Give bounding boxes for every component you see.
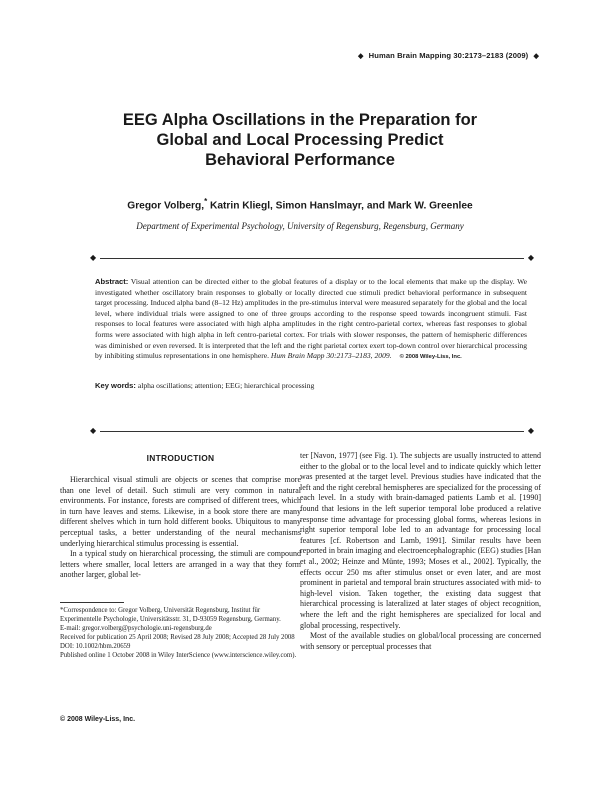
- diamond-icon: ◆: [527, 253, 534, 262]
- diamond-icon: ◆: [357, 53, 364, 60]
- divider: [100, 258, 524, 259]
- footnote: *Correspondence to: Gregor Volberg, Universität Regensburg, Institut für Experimentelle Psychologie, Universitätsstr. 31, D-93059 Regensburg, Germany.: [60, 607, 281, 623]
- first-author: Gregor Volberg,: [127, 200, 205, 212]
- correspondence-mark: *: [204, 197, 208, 206]
- keywords-text: alpha oscillations; attention; EEG; hierarchical processing: [135, 381, 315, 390]
- footnotes: [60, 602, 301, 660]
- section-heading: INTRODUCTION: [146, 453, 215, 463]
- divider: [100, 431, 524, 432]
- footnote-divider: [60, 602, 124, 603]
- abstract-copyright: © 2008 Wiley-Liss, Inc.: [399, 354, 462, 361]
- other-authors: Katrin Kliegl, Simon Hanslmayr, and Mark W. Greenlee: [207, 200, 473, 212]
- affiliation: Department of Experimental Psychology, University of Regensburg, Regensburg, Germany: [136, 221, 464, 231]
- title-line: Behavioral Performance: [205, 151, 395, 169]
- top-rule: [90, 255, 534, 263]
- keywords-label: Key words:: [95, 381, 136, 390]
- paragraph: In a typical study on hierarchical processing, the stimuli are compound letters where smaller, local letters are arranged in a way that they form another larger, global let-: [60, 549, 301, 580]
- abstract-citation: Hum Brain Mapp 30:2173–2183, 2009.: [270, 351, 392, 361]
- diamond-icon: ◆: [90, 426, 97, 435]
- right-column: [300, 451, 541, 652]
- paragraph: ter [Navon, 1977] (see Fig. 1). The subjects are usually instructed to attend either to the global or to the local level and to indicate quickly which letter was presented at the target level. Previous studies have indicated that the left and the right cerebral hemispheres are specialized for the processing of each level. In a study with brain-damaged patients Lamb et al. [1990] found that lesions in the left superior temporal lobe produced a relative response time advantage for processing global forms, whereas lesions in right superior temporal lobe led to an advantage for processing local features [cf. Robertson and Lamb, 1991]. Similar results have been reported in brain imaging and electroencephalographic (EEG) studies [Han et al., 2002; Heinze and Münte, 1993; Moses et al., 2002]. Typically, the effects occur 250 ms after stimulus onset or even later, and are most prominent in parietal and temporal brain structures associated with mid- to high-level vision. Taken together, the existing data suggest that hierarchical processing is lateralized at later stages of object recognition, where the left and the right hemispheres are specialized for local and global processing, respectively.: [300, 451, 541, 630]
- diamond-icon: ◆: [533, 53, 539, 60]
- keywords: [95, 381, 527, 390]
- footnote: E-mail: gregor.volberg@psychologie.uni-regensburg.de: [60, 624, 212, 632]
- footer-copyright: © 2008 Wiley-Liss, Inc.: [60, 716, 136, 723]
- abstract-label: Abstract:: [95, 277, 129, 286]
- left-column: [60, 475, 301, 581]
- abstract-text: Visual attention can be directed either to the global features of a display or to the local elements that make up the display. We investigated whether oscillatory brain responses to globally or locally directed cue stimuli predict behavioral performance in subsequent target processing. Induced alpha band (8–12 Hz) amplitudes in the pre-stimulus interval were measured separately for the global and the local level, where individual trials were assigned to one of three groups according to the response speed towards incongruent stimuli. Fast responses to local features were associated with high alpha amplitudes in the right centro-parietal cortex, whereas fast responses to global forms were associated with high alpha in left centro-parietal cortex. For trials with slower responses, the pattern of hemispheric differences was diminished or even reversed. It is interpreted that the left and the right parietal cortex exert top-down control over hierarchical processing by inhibiting stimulus representations in one hemisphere.: [95, 277, 527, 361]
- author-list: [60, 197, 540, 211]
- footnote: Received for publication 25 April 2008; Revised 28 July 2008; Accepted 28 July 2008: [60, 633, 295, 641]
- footnote: DOI: 10.1002/hbm.20659: [60, 642, 131, 650]
- diamond-icon: ◆: [527, 426, 534, 435]
- paragraph: Hierarchical visual stimuli are objects or scenes that comprise more than one level of detail. Such stimuli are very common in natural environments. For instance, forests are comprised of different trees, which in turn have leaves and stems. Likewise, in a book store there are many different shelves which in turn hold different books. Ubiquitous to many perceptual tasks, a better understanding of the neural mechanisms underlying hierarchical stimulus processing is essential.: [60, 475, 301, 548]
- footnote: Published online 1 October 2008 in Wiley InterScience (www.interscience.wiley.com).: [60, 651, 297, 659]
- journal-citation: Human Brain Mapping 30:2173–2183 (2009): [368, 51, 529, 60]
- bottom-rule: [90, 428, 534, 436]
- paper-title: [60, 110, 540, 170]
- diamond-icon: ◆: [90, 253, 97, 262]
- title-line: Global and Local Processing Predict: [156, 131, 444, 149]
- paragraph: Most of the available studies on global/local processing are concerned with sensory or perceptual processes that: [300, 631, 541, 651]
- running-head: [355, 51, 542, 60]
- abstract: [95, 277, 527, 363]
- title-line: EEG Alpha Oscillations in the Preparation for: [122, 111, 478, 129]
